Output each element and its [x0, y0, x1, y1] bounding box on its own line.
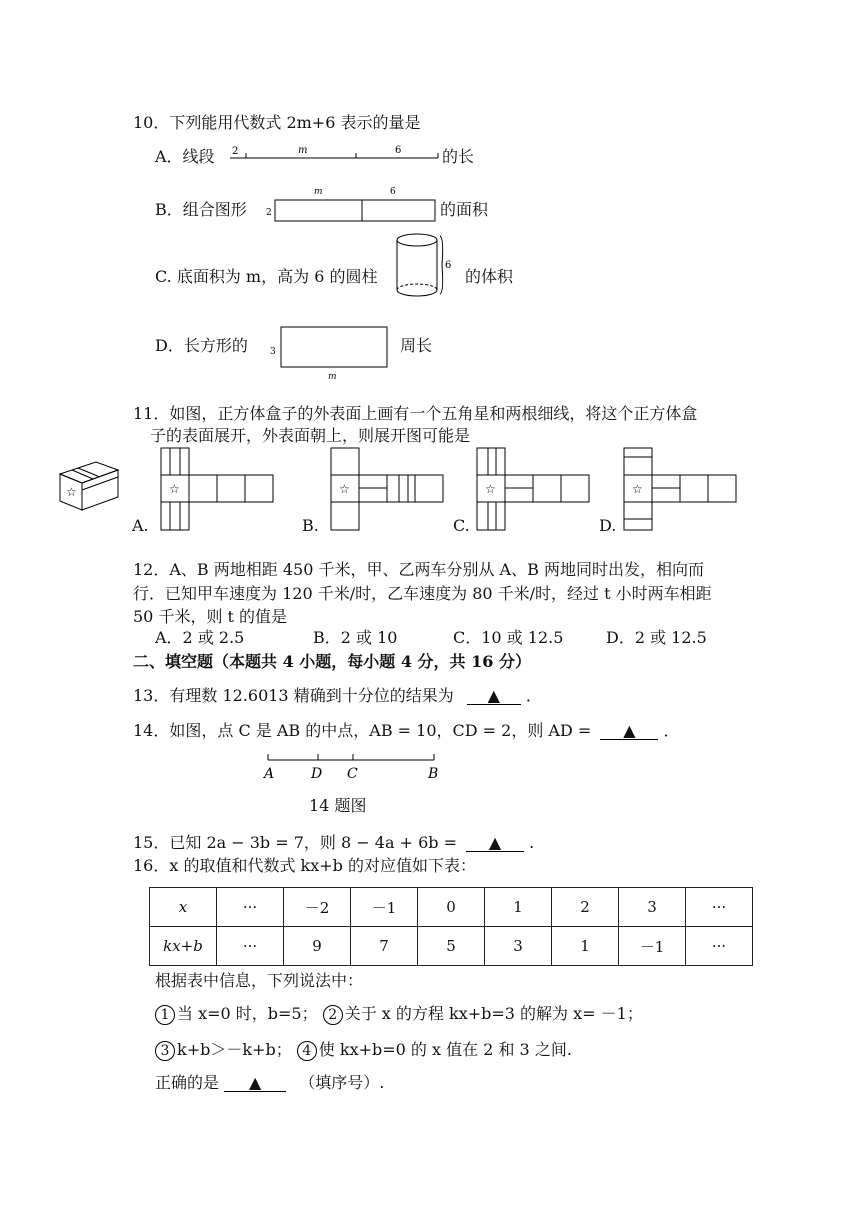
- statement-number-2: 2: [323, 1005, 343, 1025]
- table-cell: 1: [485, 888, 552, 927]
- net-c-figure: [476, 447, 590, 531]
- seg-label-6: 6: [395, 145, 402, 156]
- section-2-heading: 二、填空题（本题共 4 小题，每小题 4 分，共 16 分）: [133, 652, 531, 671]
- statement-number-3: 3: [155, 1041, 175, 1061]
- q11-line1: 11．如图，正方体盒子的外表面上画有一个五角星和两根细线，将这个正方体盒: [133, 404, 698, 423]
- q12-option-a: A．2 或 2.5: [155, 628, 245, 647]
- net-d-star: ☆: [632, 482, 643, 496]
- q10-cylinder-figure: [396, 232, 456, 300]
- table-cell: 3: [619, 888, 686, 927]
- rect-label-m: m: [328, 372, 337, 382]
- q14-point-c: C: [347, 766, 358, 782]
- statement-number-1: 1: [155, 1005, 175, 1025]
- table-cell: 1: [552, 927, 619, 966]
- q12-line2: 行．已知甲车速度为 120 千米/时，乙车速度为 80 千米/时，经过 t 小时两车相距: [133, 584, 712, 603]
- q11-line2: 子的表面展开，外表面朝上，则展开图可能是: [150, 426, 471, 445]
- rect-label-3: 3: [270, 347, 276, 357]
- q15-text: 15．已知 2a − 3b = 7，则 8 − 4a + 6b = ▲ .: [133, 833, 535, 852]
- q10-composite-figure: [262, 182, 437, 224]
- table-cell: x: [150, 888, 217, 927]
- seg-label-2: 2: [232, 146, 239, 157]
- comp-label-m: m: [314, 187, 323, 197]
- q13-text: 13．有理数 12.6013 精确到十分位的结果为 ▲ ．: [133, 686, 542, 705]
- q14-answer-blank[interactable]: ▲: [600, 723, 658, 740]
- comp-label-2: 2: [266, 208, 272, 218]
- statement-2: 关于 x 的方程 kx+b=3 的解为 x= －1；: [344, 1004, 643, 1023]
- table-cell: ···: [217, 888, 284, 927]
- statement-1: 当 x=0 时，b=5；: [177, 1004, 318, 1023]
- q10-option-c-text: C. 底面积为 m，高为 6 的圆柱: [155, 267, 378, 286]
- table-cell: 2: [552, 888, 619, 927]
- table-row-kxb: [150, 927, 753, 966]
- table-cell: ···: [217, 927, 284, 966]
- q16-statements-3-4: [155, 1040, 572, 1061]
- q12-line1: 12．A、B 两地相距 450 千米，甲、乙两车分别从 A、B 两地同时出发，相向而: [133, 560, 704, 579]
- q12-option-b: B．2 或 10: [313, 628, 398, 647]
- table-cell: kx+b: [150, 927, 217, 966]
- table-cell: 3: [485, 927, 552, 966]
- cube-figure: [58, 456, 120, 512]
- table-cell: ···: [686, 927, 753, 966]
- table-cell: 0: [418, 888, 485, 927]
- comp-label-6: 6: [390, 187, 396, 197]
- q11-option-d: D.: [599, 516, 617, 535]
- q10-stem: 10．下列能用代数式 2m+6 表示的量是: [133, 113, 421, 132]
- q11-option-a: A.: [132, 516, 149, 535]
- table-cell: －1: [619, 927, 686, 966]
- q16-intro: 根据表中信息，下列说法中：: [155, 971, 364, 990]
- q12-line3: 50 千米，则 t 的值是: [133, 607, 288, 626]
- seg-label-m: m: [298, 145, 308, 156]
- q10-segment-figure: [220, 140, 440, 164]
- q16-value-table: [149, 887, 753, 966]
- q11-option-b: B.: [302, 516, 319, 535]
- table-cell: ···: [686, 888, 753, 927]
- table-cell: －1: [351, 888, 418, 927]
- q10-rectangle-figure: [268, 324, 393, 382]
- q16-statements-1-2: [155, 1004, 643, 1025]
- q15-answer-blank[interactable]: ▲: [466, 835, 524, 852]
- table-cell: 9: [284, 927, 351, 966]
- statement-4: 使 kx+b=0 的 x 值在 2 和 3 之间.: [318, 1040, 572, 1059]
- q14-segment-figure: [262, 750, 442, 782]
- q10-option-c-suffix: 的体积: [465, 267, 514, 286]
- table-cell: －2: [284, 888, 351, 927]
- net-d-figure: [623, 447, 737, 531]
- table-cell: 7: [351, 927, 418, 966]
- q16-text: 16．x 的取值和代数式 kx+b 的对应值如下表：: [133, 856, 477, 875]
- q13-answer-blank[interactable]: ▲: [467, 688, 521, 705]
- net-a-figure: [160, 447, 274, 531]
- q14-point-b: B: [428, 766, 439, 782]
- q10-option-b-suffix: 的面积: [440, 200, 489, 219]
- q16-answer-blank[interactable]: ▲: [224, 1075, 286, 1092]
- net-c-star: ☆: [485, 482, 496, 496]
- table-row-x: [150, 888, 753, 927]
- q14-point-d: D: [311, 766, 323, 782]
- q10-option-a-suffix: 的长: [442, 147, 475, 166]
- q10-option-a-prefix: A．线段: [155, 147, 215, 166]
- net-a-star: ☆: [169, 482, 180, 496]
- table-cell: 5: [418, 927, 485, 966]
- q10-option-d-suffix: 周长: [400, 336, 433, 355]
- q12-option-d: D．2 或 12.5: [606, 628, 707, 647]
- q11-option-c: C.: [453, 516, 470, 535]
- cube-star: ☆: [66, 485, 77, 499]
- net-b-star: ☆: [339, 482, 350, 496]
- q14-text: 14．如图，点 C 是 AB 的中点，AB = 10，CD = 2，则 AD = ▲ ．: [133, 721, 680, 740]
- statement-3: k+b＞－k+b；: [177, 1040, 292, 1059]
- net-b-figure: [330, 447, 444, 531]
- q10-option-d-prefix: D．长方形的: [155, 336, 248, 355]
- q14-point-a: A: [264, 766, 275, 782]
- q16-answer-line: 正确的是 ▲ （填序号）.: [155, 1073, 385, 1092]
- cyl-label-6: 6: [445, 260, 452, 271]
- statement-number-4: 4: [297, 1041, 317, 1061]
- q14-caption: 14 题图: [309, 796, 367, 815]
- q12-option-c: C．10 或 12.5: [453, 628, 564, 647]
- q10-option-b-prefix: B．组合图形: [155, 200, 247, 219]
